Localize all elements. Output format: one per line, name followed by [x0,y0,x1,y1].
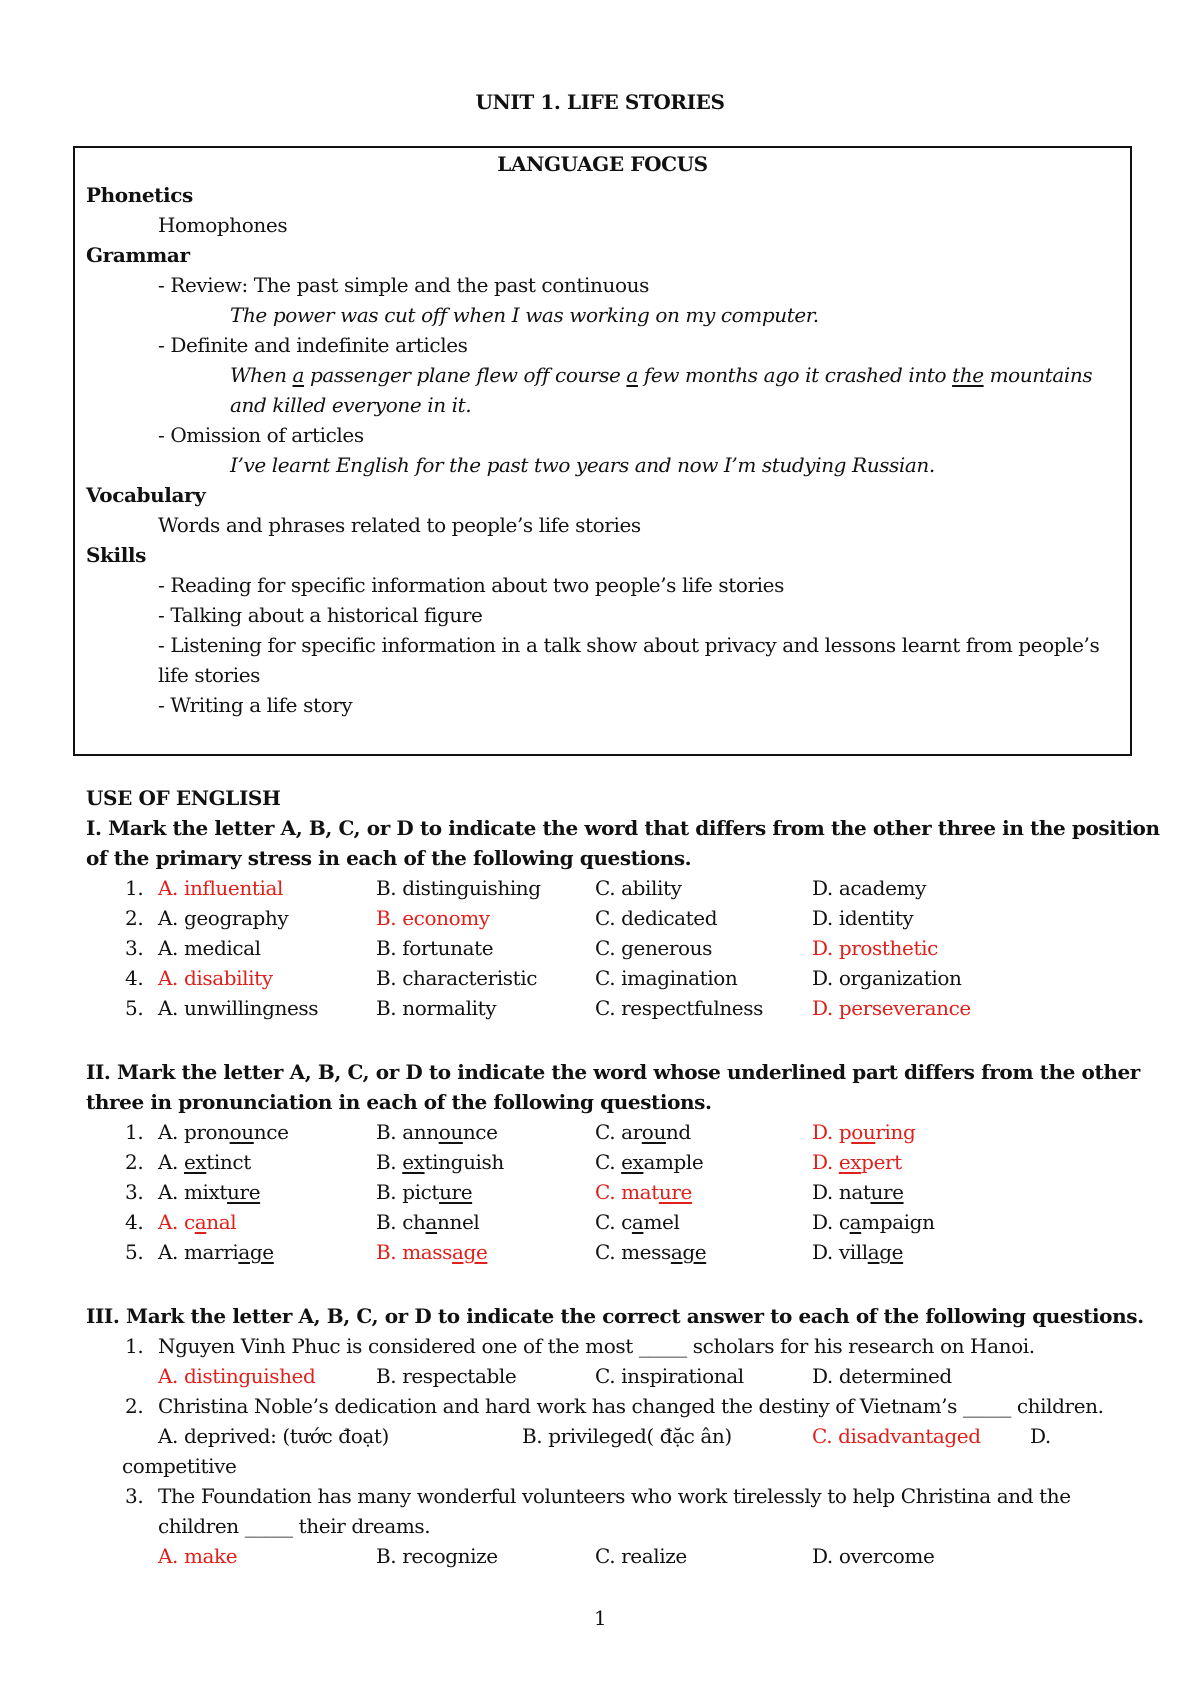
skill-item: - Listening for specific information in a talk show about privacy and lessons learnt from people’s [158,633,1100,657]
option-b: B. distinguishing [376,876,541,900]
option-d: D. campaign [812,1210,935,1234]
option-d: D. expert [812,1150,902,1174]
option-c: C. example [595,1150,704,1174]
question-number: 3. [125,936,144,960]
question-number: 5. [125,996,144,1020]
skill-item: - Talking about a historical figure [158,603,483,627]
section2-instruction: three in pronunciation in each of the following questions. [86,1090,712,1114]
question-number: 2. [125,1394,144,1418]
question-text: Christina Noble’s dedication and hard work has changed the destiny of Vietnam’s _____ children. [158,1394,1104,1418]
option-d: D. overcome [812,1544,935,1568]
option-d: D. determined [812,1364,952,1388]
option-c: C. disadvantaged [812,1424,981,1448]
option-b: B. fortunate [376,936,494,960]
vocabulary-item: Words and phrases related to people’s life stories [158,513,641,537]
omission-example: I’ve learnt English for the past two years and now I’m studying Russian. [230,453,935,477]
question-number: 2. [125,1150,144,1174]
option-d: D. identity [812,906,914,930]
option-c: C. dedicated [595,906,718,930]
question-number: 4. [125,1210,144,1234]
option-d: D. prosthetic [812,936,938,960]
skill-item: life stories [158,663,260,687]
option-c: C. generous [595,936,713,960]
option-d: D. [1030,1424,1051,1448]
grammar-review: - Review: The past simple and the past continuous [158,273,649,297]
option-b: B. recognize [376,1544,498,1568]
grammar-omission: - Omission of articles [158,423,364,447]
articles-example-line2: and killed everyone in it. [230,393,472,417]
question-number: 5. [125,1240,144,1264]
question-text: The Foundation has many wonderful volunteers who work tirelessly to help Christina and the [158,1484,1071,1508]
option-a: A. canal [158,1210,237,1234]
language-focus-heading: LANGUAGE FOCUS [497,152,708,176]
grammar-label: Grammar [86,243,190,267]
option-d: D. academy [812,876,926,900]
option-c: C. imagination [595,966,738,990]
question-number: 1. [125,876,144,900]
option-c: C. mature [595,1180,692,1204]
option-a: A. unwillingness [158,996,319,1020]
option-b: B. normality [376,996,497,1020]
option-c: C. around [595,1120,691,1144]
question-number: 4. [125,966,144,990]
option-c: C. respectfulness [595,996,763,1020]
option-d: D. nature [812,1180,904,1204]
option-b: B. massage [376,1240,488,1264]
section1-instruction: I. Mark the letter A, B, C, or D to indicate the word that differs from the other three in the position [86,816,1160,840]
option-d: D. organization [812,966,962,990]
option-c: C. ability [595,876,682,900]
option-d: D. village [812,1240,904,1264]
skill-item: - Writing a life story [158,693,353,717]
question-number: 1. [125,1120,144,1144]
option-b: B. respectable [376,1364,517,1388]
section2-instruction: II. Mark the letter A, B, C, or D to indicate the word whose underlined part differs from the other [86,1060,1140,1084]
page-title: UNIT 1. LIFE STORIES [475,90,725,114]
option-d: D. perseverance [812,996,971,1020]
question-number: 3. [125,1484,144,1508]
option-b: B. extinguish [376,1150,504,1174]
option-d-continuation: competitive [122,1454,237,1478]
option-b: B. announce [376,1120,498,1144]
question-number: 1. [125,1334,144,1358]
phonetics-item: Homophones [158,213,288,237]
option-c: C. inspirational [595,1364,744,1388]
use-of-english-heading: USE OF ENGLISH [86,786,281,810]
option-a: A. distinguished [158,1364,316,1388]
option-a: A. medical [158,936,261,960]
page-number: 1 [593,1606,607,1630]
option-a: A. disability [158,966,273,990]
option-b: B. privileged( đặc ân) [522,1424,732,1448]
question-number: 3. [125,1180,144,1204]
section3-instruction: III. Mark the letter A, B, C, or D to indicate the correct answer to each of the following questions. [86,1304,1144,1328]
option-b: B. channel [376,1210,480,1234]
option-a: A. pronounce [158,1120,289,1144]
grammar-review-example: The power was cut off when I was working on my computer. [230,303,819,327]
option-c: C. realize [595,1544,687,1568]
vocabulary-label: Vocabulary [86,483,206,507]
skills-label: Skills [86,543,146,567]
option-c: C. message [595,1240,707,1264]
option-a: A. influential [158,876,283,900]
grammar-articles: - Definite and indefinite articles [158,333,468,357]
option-b: B. economy [376,906,490,930]
option-a: A. geography [158,906,289,930]
section1-instruction: of the primary stress in each of the following questions. [86,846,692,870]
option-c: C. camel [595,1210,680,1234]
option-a: A. extinct [158,1150,251,1174]
option-b: B. characteristic [376,966,538,990]
option-b: B. picture [376,1180,473,1204]
phonetics-label: Phonetics [86,183,193,207]
option-a: A. deprived: (tước đoạt) [158,1424,389,1448]
question-number: 2. [125,906,144,930]
question-text: Nguyen Vinh Phuc is considered one of the most _____ scholars for his research on Hanoi. [158,1334,1035,1358]
articles-example-line1: When a passenger plane flew off course a few months ago it crashed into the mountains [230,363,1093,387]
question-text: children _____ their dreams. [158,1514,431,1538]
option-d: D. pouring [812,1120,916,1144]
option-a: A. mixture [158,1180,261,1204]
skill-item: - Reading for specific information about two people’s life stories [158,573,784,597]
option-a: A. make [158,1544,238,1568]
option-a: A. marriage [158,1240,274,1264]
